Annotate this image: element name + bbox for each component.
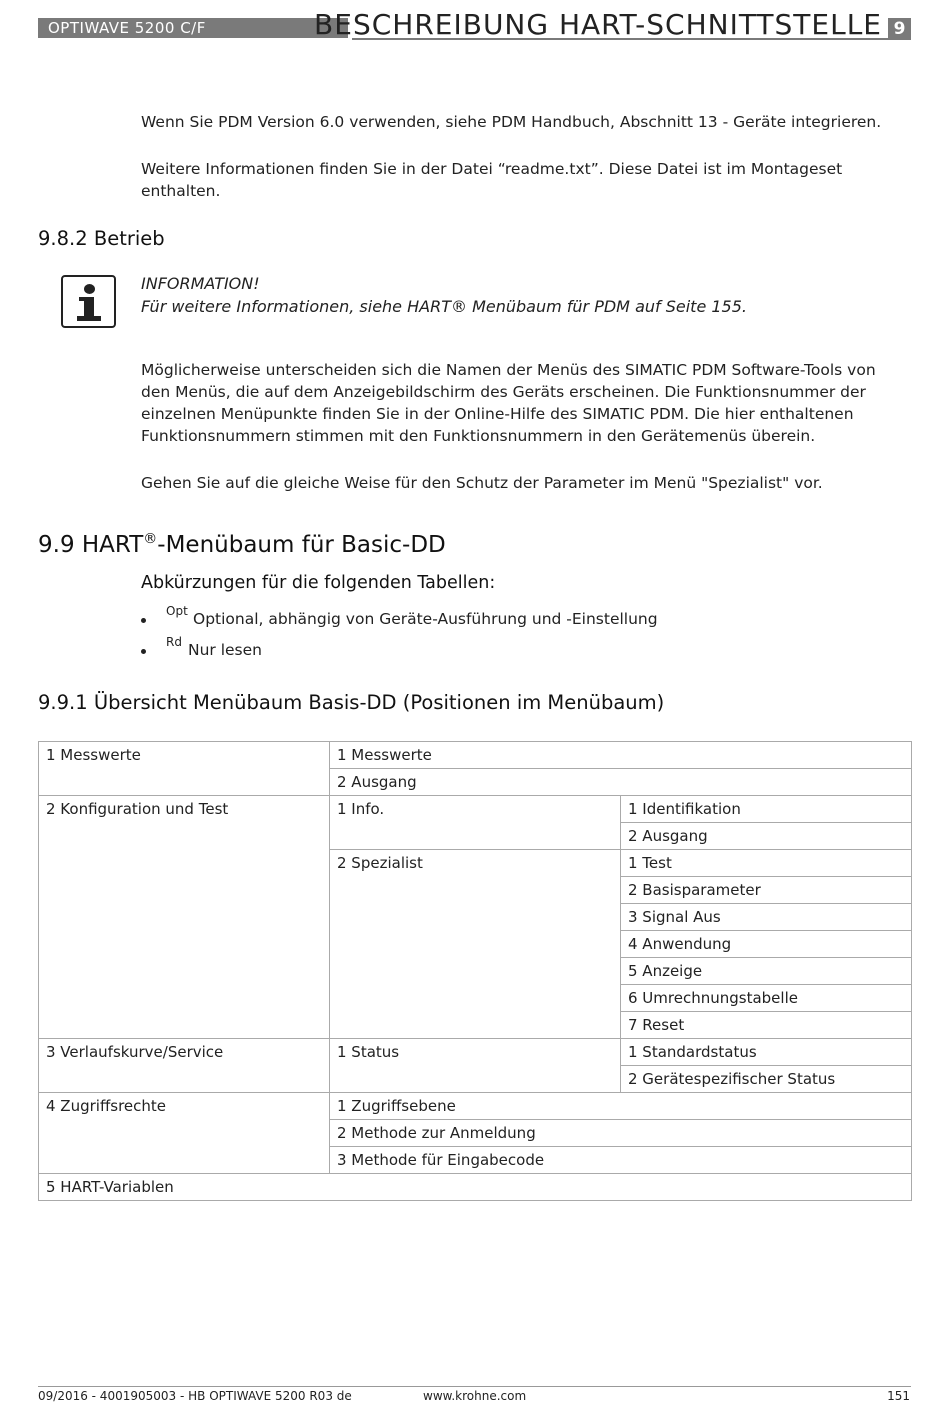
information-note: [141, 272, 747, 318]
operation-paragraph-line-2: den Menüs, die auf dem Anzeigebildschirm des Geräts erscheinen. Die Funktionsnummer der: [141, 383, 866, 401]
menu-tree-table: [38, 741, 912, 1201]
table-cell: 2 Spezialist: [330, 850, 621, 1039]
abbreviation-code: Opt: [166, 604, 188, 618]
intro-paragraph-2-line-2: enthalten.: [141, 182, 221, 200]
table-cell: 2 Ausgang: [330, 769, 912, 796]
abbreviation-text: Optional, abhängig von Geräte-Ausführung und -Einstellung: [193, 610, 658, 628]
heading-9-9-prefix: 9.9 HART: [38, 532, 144, 558]
table-cell: 2 Konfiguration und Test: [39, 796, 330, 1039]
operation-paragraph-2: Gehen Sie auf die gleiche Weise für den Schutz der Parameter im Menü "Spezialist" vor.: [141, 474, 823, 492]
information-title: INFORMATION!: [141, 274, 260, 293]
footer-website: www.krohne.com: [423, 1389, 527, 1403]
table-row: [39, 1174, 912, 1201]
table-cell: 4 Zugriffsrechte: [39, 1093, 330, 1174]
intro-paragraph-2-line-1: Weitere Informationen finden Sie in der Datei “readme.txt”. Diese Datei ist im Montageset: [141, 160, 843, 178]
table-cell: 3 Signal Aus: [621, 904, 912, 931]
table-row: [39, 796, 912, 823]
table-cell: 2 Gerätespezifischer Status: [621, 1066, 912, 1093]
information-icon: [61, 275, 116, 328]
table-cell: 1 Test: [621, 850, 912, 877]
abbreviations-heading: Abkürzungen für die folgenden Tabellen:: [141, 573, 496, 593]
table-cell: 4 Anwendung: [621, 931, 912, 958]
header-chapter-number: 9: [888, 18, 911, 40]
table-cell: 5 HART-Variablen: [39, 1174, 912, 1201]
table-cell: 2 Ausgang: [621, 823, 912, 850]
table-cell: 5 Anzeige: [621, 958, 912, 985]
header-product: OPTIWAVE 5200 C/F: [38, 18, 348, 38]
heading-9-8-2: 9.8.2 Betrieb: [38, 227, 165, 250]
table-cell: 3 Verlaufskurve/Service: [39, 1039, 330, 1093]
footer-rule: [38, 1386, 911, 1387]
operation-paragraph-line-3: einzelnen Menüpunkte finden Sie in der Online-Hilfe des SIMATIC PDM. Die hier enthaltenen: [141, 405, 854, 423]
table-cell: 1 Status: [330, 1039, 621, 1093]
footer-page-number: 151: [887, 1389, 910, 1403]
table-cell: 1 Messwerte: [330, 742, 912, 769]
abbreviation-text: Nur lesen: [188, 641, 262, 659]
heading-9-9: [38, 525, 446, 559]
table-row: [39, 1039, 912, 1066]
heading-9-9-1: 9.9.1 Übersicht Menübaum Basis-DD (Positionen im Menübaum): [38, 691, 665, 714]
table-cell: 2 Methode zur Anmeldung: [330, 1120, 912, 1147]
footer-document-id: 09/2016 - 4001905003 - HB OPTIWAVE 5200 R03 de: [38, 1389, 352, 1403]
abbreviation-code: Rd: [166, 635, 182, 649]
information-text: Für weitere Informationen, siehe HART® Menübaum für PDM auf Seite 155.: [141, 297, 747, 316]
registered-mark: ®: [143, 531, 158, 547]
table-cell: 1 Zugriffsebene: [330, 1093, 912, 1120]
header-title: BESCHREIBUNG HART-SCHNITTSTELLE: [314, 8, 882, 41]
table-cell: 1 Standardstatus: [621, 1039, 912, 1066]
table-cell: 1 Identifikation: [621, 796, 912, 823]
table-cell: 1 Messwerte: [39, 742, 330, 796]
bullet-icon: [141, 649, 146, 654]
table-cell: 6 Umrechnungstabelle: [621, 985, 912, 1012]
operation-paragraph-line-1: Möglicherweise unterscheiden sich die Namen der Menüs des SIMATIC PDM Software-Tools von: [141, 361, 876, 379]
table-row: [39, 1093, 912, 1120]
bullet-icon: [141, 618, 146, 623]
table-row: [39, 742, 912, 769]
heading-9-9-suffix: -Menübaum für Basic-DD: [157, 532, 446, 558]
intro-paragraph-1: Wenn Sie PDM Version 6.0 verwenden, siehe PDM Handbuch, Abschnitt 13 - Geräte integrieren.: [141, 113, 882, 131]
table-cell: 2 Basisparameter: [621, 877, 912, 904]
operation-paragraph-line-4: Funktionsnummern stimmen mit den Funktionsnummern in den Gerätemenüs überein.: [141, 427, 816, 445]
table-cell: 3 Methode für Eingabecode: [330, 1147, 912, 1174]
table-cell: 1 Info.: [330, 796, 621, 850]
table-cell: 7 Reset: [621, 1012, 912, 1039]
